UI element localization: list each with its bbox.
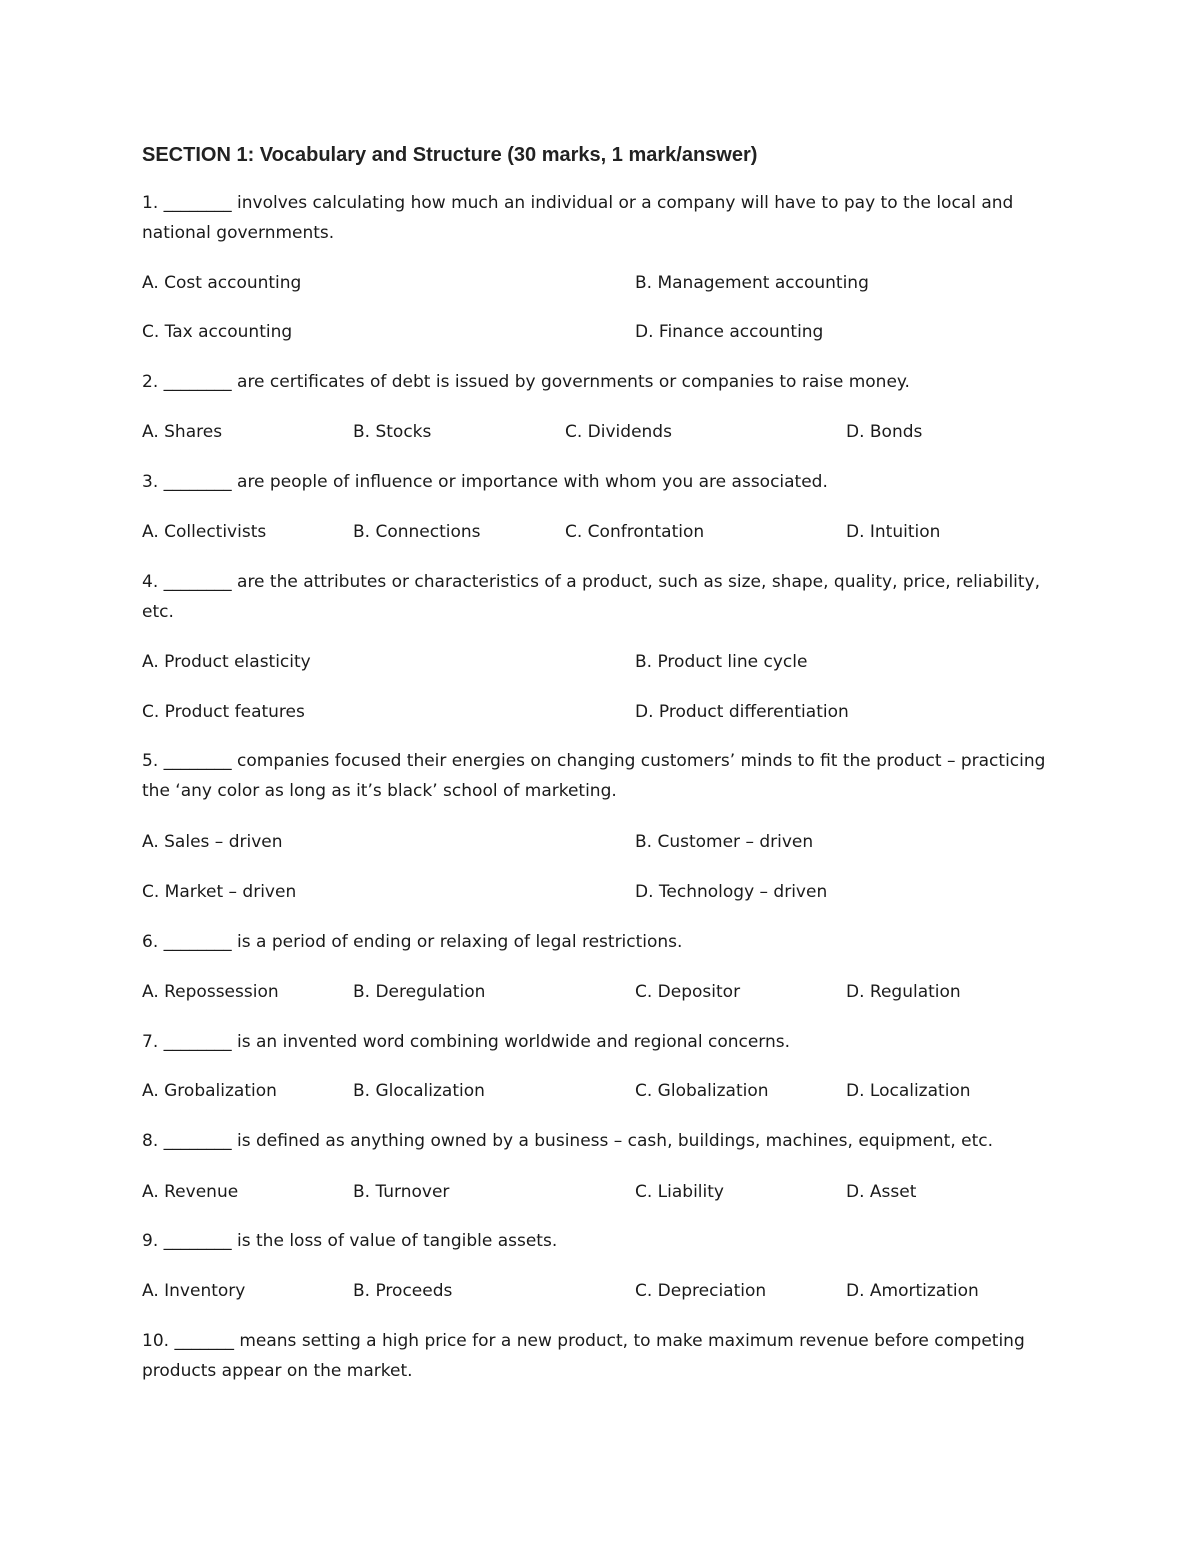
option-9b: B. Proceeds: [353, 1281, 453, 1301]
question-5-options-row-2: [142, 877, 1062, 907]
question-9: 9. ________ is the loss of value of tangible assets.: [142, 1231, 558, 1251]
option-2d: D. Bonds: [846, 422, 923, 442]
option-8b: B. Turnover: [353, 1182, 450, 1202]
question-2: 2. ________ are certificates of debt is issued by governments or companies to raise money.: [142, 372, 910, 392]
option-1c: C. Tax accounting: [142, 322, 293, 342]
option-9a: A. Inventory: [142, 1281, 246, 1301]
question-6-options: [142, 977, 1062, 1007]
question-2-options: [142, 417, 1062, 447]
option-6b: B. Deregulation: [353, 982, 486, 1002]
option-4d: D. Product differentiation: [635, 702, 849, 722]
option-3a: A. Collectivists: [142, 522, 267, 542]
option-2a: A. Shares: [142, 422, 223, 442]
question-5: 5. ________ companies focused their energies on changing customers’ minds to fit the product – practicing the ‘any color as long as it’s black’ school of marketing.: [142, 751, 1046, 801]
option-4a: A. Product elasticity: [142, 652, 311, 672]
question-3: 3. ________ are people of influence or importance with whom you are associated.: [142, 472, 828, 492]
question-5-options-row-1: [142, 827, 1062, 857]
option-2b: B. Stocks: [353, 422, 432, 442]
option-5c: C. Market – driven: [142, 882, 297, 902]
option-2c: C. Dividends: [565, 422, 672, 442]
option-5d: D. Technology – driven: [635, 882, 828, 902]
option-3c: C. Confrontation: [565, 522, 705, 542]
option-3d: D. Intuition: [846, 522, 941, 542]
option-9d: D. Amortization: [846, 1281, 979, 1301]
question-4-options-row-2: [142, 697, 1062, 727]
option-4c: C. Product features: [142, 702, 305, 722]
question-7-options: [142, 1076, 1062, 1106]
question-4: 4. ________ are the attributes or characteristics of a product, such as size, shape, quality, price, reliability, etc.: [142, 572, 1041, 622]
option-6c: C. Depositor: [635, 982, 741, 1002]
option-7b: B. Glocalization: [353, 1081, 485, 1101]
question-6: 6. ________ is a period of ending or relaxing of legal restrictions.: [142, 932, 683, 952]
section-title: SECTION 1: Vocabulary and Structure (30 marks, 1 mark/answer): [142, 144, 758, 166]
option-6a: A. Repossession: [142, 982, 279, 1002]
question-8: 8. ________ is defined as anything owned by a business – cash, buildings, machines, equipment, etc.: [142, 1131, 994, 1151]
option-4b: B. Product line cycle: [635, 652, 808, 672]
option-8d: D. Asset: [846, 1182, 917, 1202]
question-4-options-row-1: [142, 647, 1062, 677]
option-7d: D. Localization: [846, 1081, 971, 1101]
option-7c: C. Globalization: [635, 1081, 769, 1101]
option-3b: B. Connections: [353, 522, 481, 542]
question-1-options-row-2: [142, 317, 1062, 347]
option-7a: A. Grobalization: [142, 1081, 277, 1101]
question-10: 10. _______ means setting a high price for a new product, to make maximum revenue before competing products appear on the market.: [142, 1331, 1025, 1381]
option-9c: C. Depreciation: [635, 1281, 767, 1301]
question-8-options: [142, 1177, 1062, 1207]
option-5b: B. Customer – driven: [635, 832, 814, 852]
option-8c: C. Liability: [635, 1182, 724, 1202]
question-1-options-row-1: [142, 268, 1062, 298]
option-1a: A. Cost accounting: [142, 273, 302, 293]
option-1b: B. Management accounting: [635, 273, 869, 293]
question-1: 1. ________ involves calculating how much an individual or a company will have to pay to the local and national governments.: [142, 193, 1014, 243]
question-7: 7. ________ is an invented word combining worldwide and regional concerns.: [142, 1032, 791, 1052]
option-8a: A. Revenue: [142, 1182, 239, 1202]
option-1d: D. Finance accounting: [635, 322, 824, 342]
question-9-options: [142, 1276, 1062, 1306]
question-3-options: [142, 517, 1062, 547]
option-6d: D. Regulation: [846, 982, 961, 1002]
option-5a: A. Sales – driven: [142, 832, 283, 852]
